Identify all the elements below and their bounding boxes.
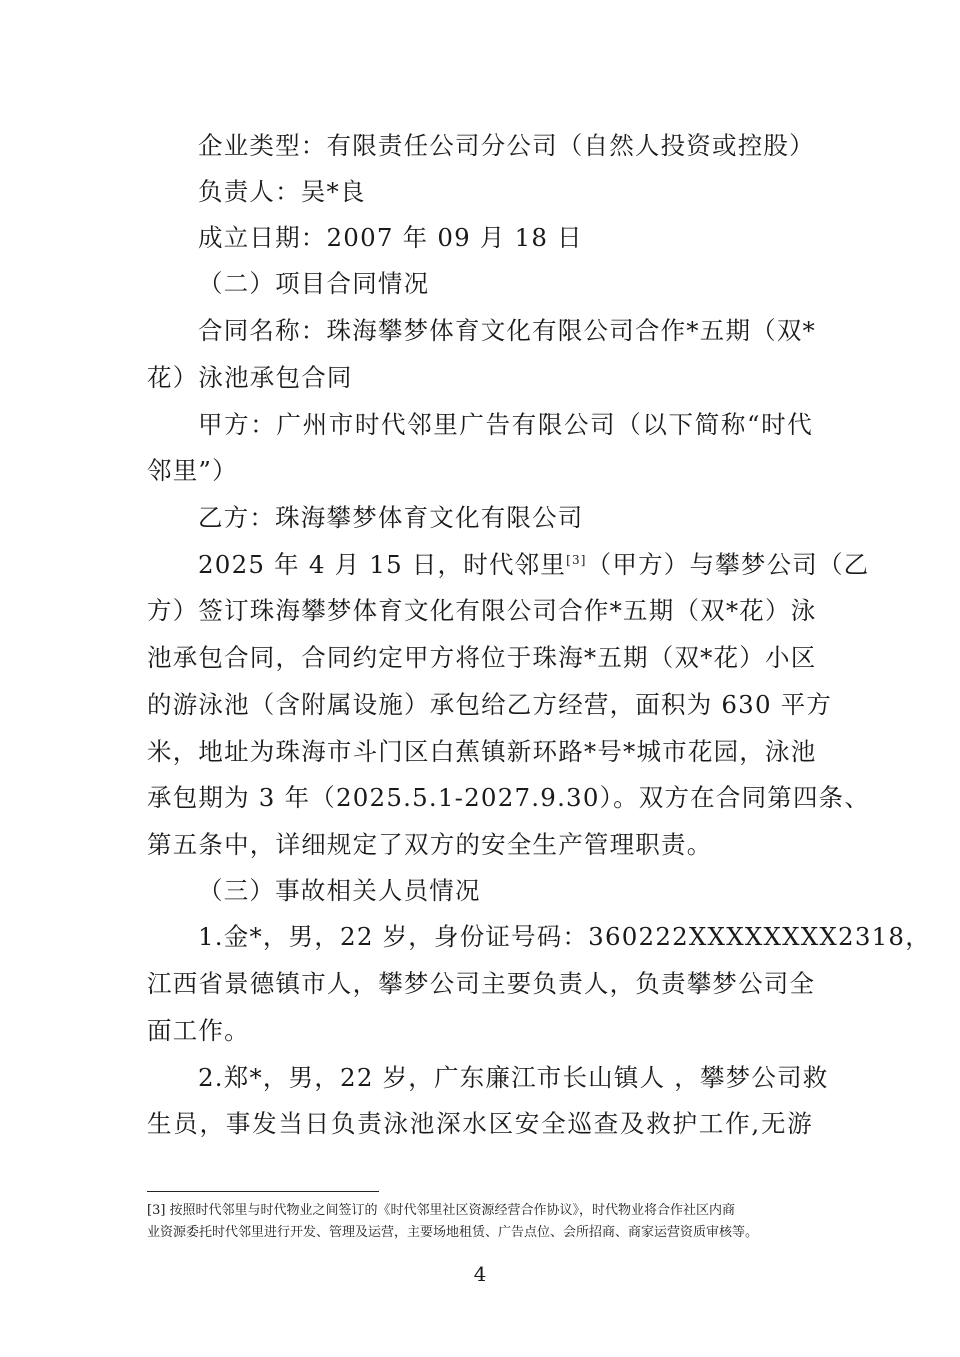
section-heading-contract: （二）项目合同情况 [198, 269, 430, 298]
contract-paragraph-line: 承包期为 3 年（2025.5.1-2027.9.30）。双方在合同第四条、 [147, 783, 871, 812]
responsible-person-line: 负责人：吴*良 [198, 177, 366, 206]
contract-name-line-cont: 花）泳池承包合同 [147, 363, 353, 392]
contract-paragraph-line: 池承包合同，合同约定甲方将位于珠海*五期（双*花）小区 [147, 643, 817, 672]
footnote-line: [3] 按照时代邻里与时代物业之间签订的《时代邻里社区资源经营合作协议》，时代物业将合作社区内商 [147, 1203, 736, 1218]
party-b-line: 乙方：珠海攀梦体育文化有限公司 [198, 503, 584, 532]
contract-paragraph-line: 第五条中，详细规定了双方的安全生产管理职责。 [147, 830, 713, 859]
contract-paragraph-line [198, 550, 870, 580]
contract-name-line: 合同名称：珠海攀梦体育文化有限公司合作*五期（双* [198, 316, 816, 345]
contract-paragraph-line: 米，地址为珠海市斗门区白蕉镇新环路*号*城市花园，泳池 [147, 737, 817, 766]
footnote-line: 业资源委托时代邻里进行开发、管理及运营，主要场地租赁、广告点位、会所招商、商家运营资质审核等。 [147, 1225, 759, 1240]
party-a-line-cont: 邻里”） [147, 456, 238, 485]
paragraph-text: （甲方）与攀梦公司（乙 [586, 550, 870, 579]
person-2-line: 生员，事发当日负责泳池深水区安全巡查及救护工作,无游 [147, 1109, 813, 1138]
section-heading-persons: （三）事故相关人员情况 [198, 876, 481, 905]
page-number: 4 [473, 1262, 487, 1286]
paragraph-text: 2025 年 4 月 15 日，时代邻里 [198, 550, 567, 579]
footnote-reference: [3] [566, 552, 587, 567]
party-a-line: 甲方：广州市时代邻里广告有限公司（以下简称“时代 [198, 410, 813, 439]
enterprise-type-line: 企业类型：有限责任公司分公司（自然人投资或控股） [198, 131, 815, 160]
contract-paragraph-line: 的游泳池（含附属设施）承包给乙方经营，面积为 630 平方 [147, 690, 833, 719]
person-2-line: 2.郑*，男，22 岁，广东廉江市长山镇人 ，攀梦公司救 [198, 1063, 829, 1092]
person-1-line: 江西省景德镇市人，攀梦公司主要负责人，负责攀梦公司全 [147, 969, 816, 998]
person-1-line: 1.金*，男，22 岁，身份证号码：360222XXXXXXXX2318， [198, 922, 931, 951]
established-date-line: 成立日期：2007 年 09 月 18 日 [198, 223, 583, 252]
person-1-line: 面工作。 [147, 1016, 250, 1045]
contract-paragraph-line: 方）签订珠海攀梦体育文化有限公司合作*五期（双*花）泳 [147, 596, 817, 625]
footnote-divider [147, 1191, 379, 1192]
